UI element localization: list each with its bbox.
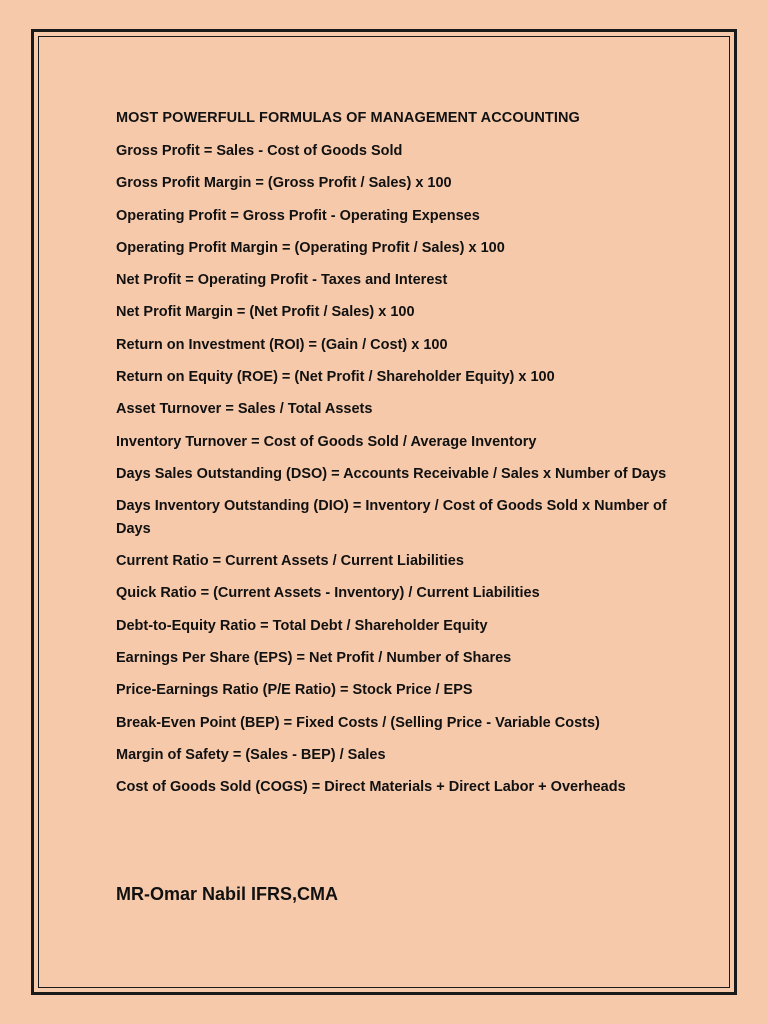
formula-operating-profit-margin: Operating Profit Margin = (Operating Profit / Sales) x 100 xyxy=(116,239,505,256)
document-title: MOST POWERFULL FORMULAS OF MANAGEMENT ACCOUNTING xyxy=(116,110,580,126)
formula-margin-of-safety: Margin of Safety = (Sales - BEP) / Sales xyxy=(116,746,386,763)
formula-debt-to-equity: Debt-to-Equity Ratio = Total Debt / Shareholder Equity xyxy=(116,617,488,634)
formula-net-profit: Net Profit = Operating Profit - Taxes and Interest xyxy=(116,272,448,289)
formula-asset-turnover: Asset Turnover = Sales / Total Assets xyxy=(116,401,373,418)
formula-pe-ratio: Price-Earnings Ratio (P/E Ratio) = Stock Price / EPS xyxy=(116,682,473,699)
formula-current-ratio: Current Ratio = Current Assets / Current Liabilities xyxy=(116,553,464,570)
formula-roe: Return on Equity (ROE) = (Net Profit / Shareholder Equity) x 100 xyxy=(116,369,555,386)
formula-quick-ratio: Quick Ratio = (Current Assets - Inventory) / Current Liabilities xyxy=(116,585,540,602)
formula-list xyxy=(116,140,676,799)
formula-roi: Return on Investment (ROI) = (Gain / Cost) x 100 xyxy=(116,336,448,353)
formula-gross-profit: Gross Profit = Sales - Cost of Goods Sold xyxy=(116,143,403,159)
formula-eps: Earnings Per Share (EPS) = Net Profit / Number of Shares xyxy=(116,649,512,666)
formula-cogs: Cost of Goods Sold (COGS) = Direct Materials + Direct Labor + Overheads xyxy=(116,779,626,796)
formula-dso: Days Sales Outstanding (DSO) = Accounts Receivable / Sales x Number of Days xyxy=(116,465,667,482)
formula-net-profit-margin: Net Profit Margin = (Net Profit / Sales) x 100 xyxy=(116,304,415,321)
formula-operating-profit: Operating Profit = Gross Profit - Operating Expenses xyxy=(116,207,480,224)
formula-gross-profit-margin: Gross Profit Margin = (Gross Profit / Sales) x 100 xyxy=(116,175,452,192)
document-body xyxy=(116,108,676,808)
formula-inventory-turnover: Inventory Turnover = Cost of Goods Sold / Average Inventory xyxy=(116,433,537,450)
author-signature: MR-Omar Nabil IFRS,CMA xyxy=(116,884,339,904)
formula-break-even-point: Break-Even Point (BEP) = Fixed Costs / (Selling Price - Variable Costs) xyxy=(116,714,600,731)
formula-dio: Days Inventory Outstanding (DIO) = Inventory / Cost of Goods Sold x Number of Days xyxy=(116,498,667,537)
